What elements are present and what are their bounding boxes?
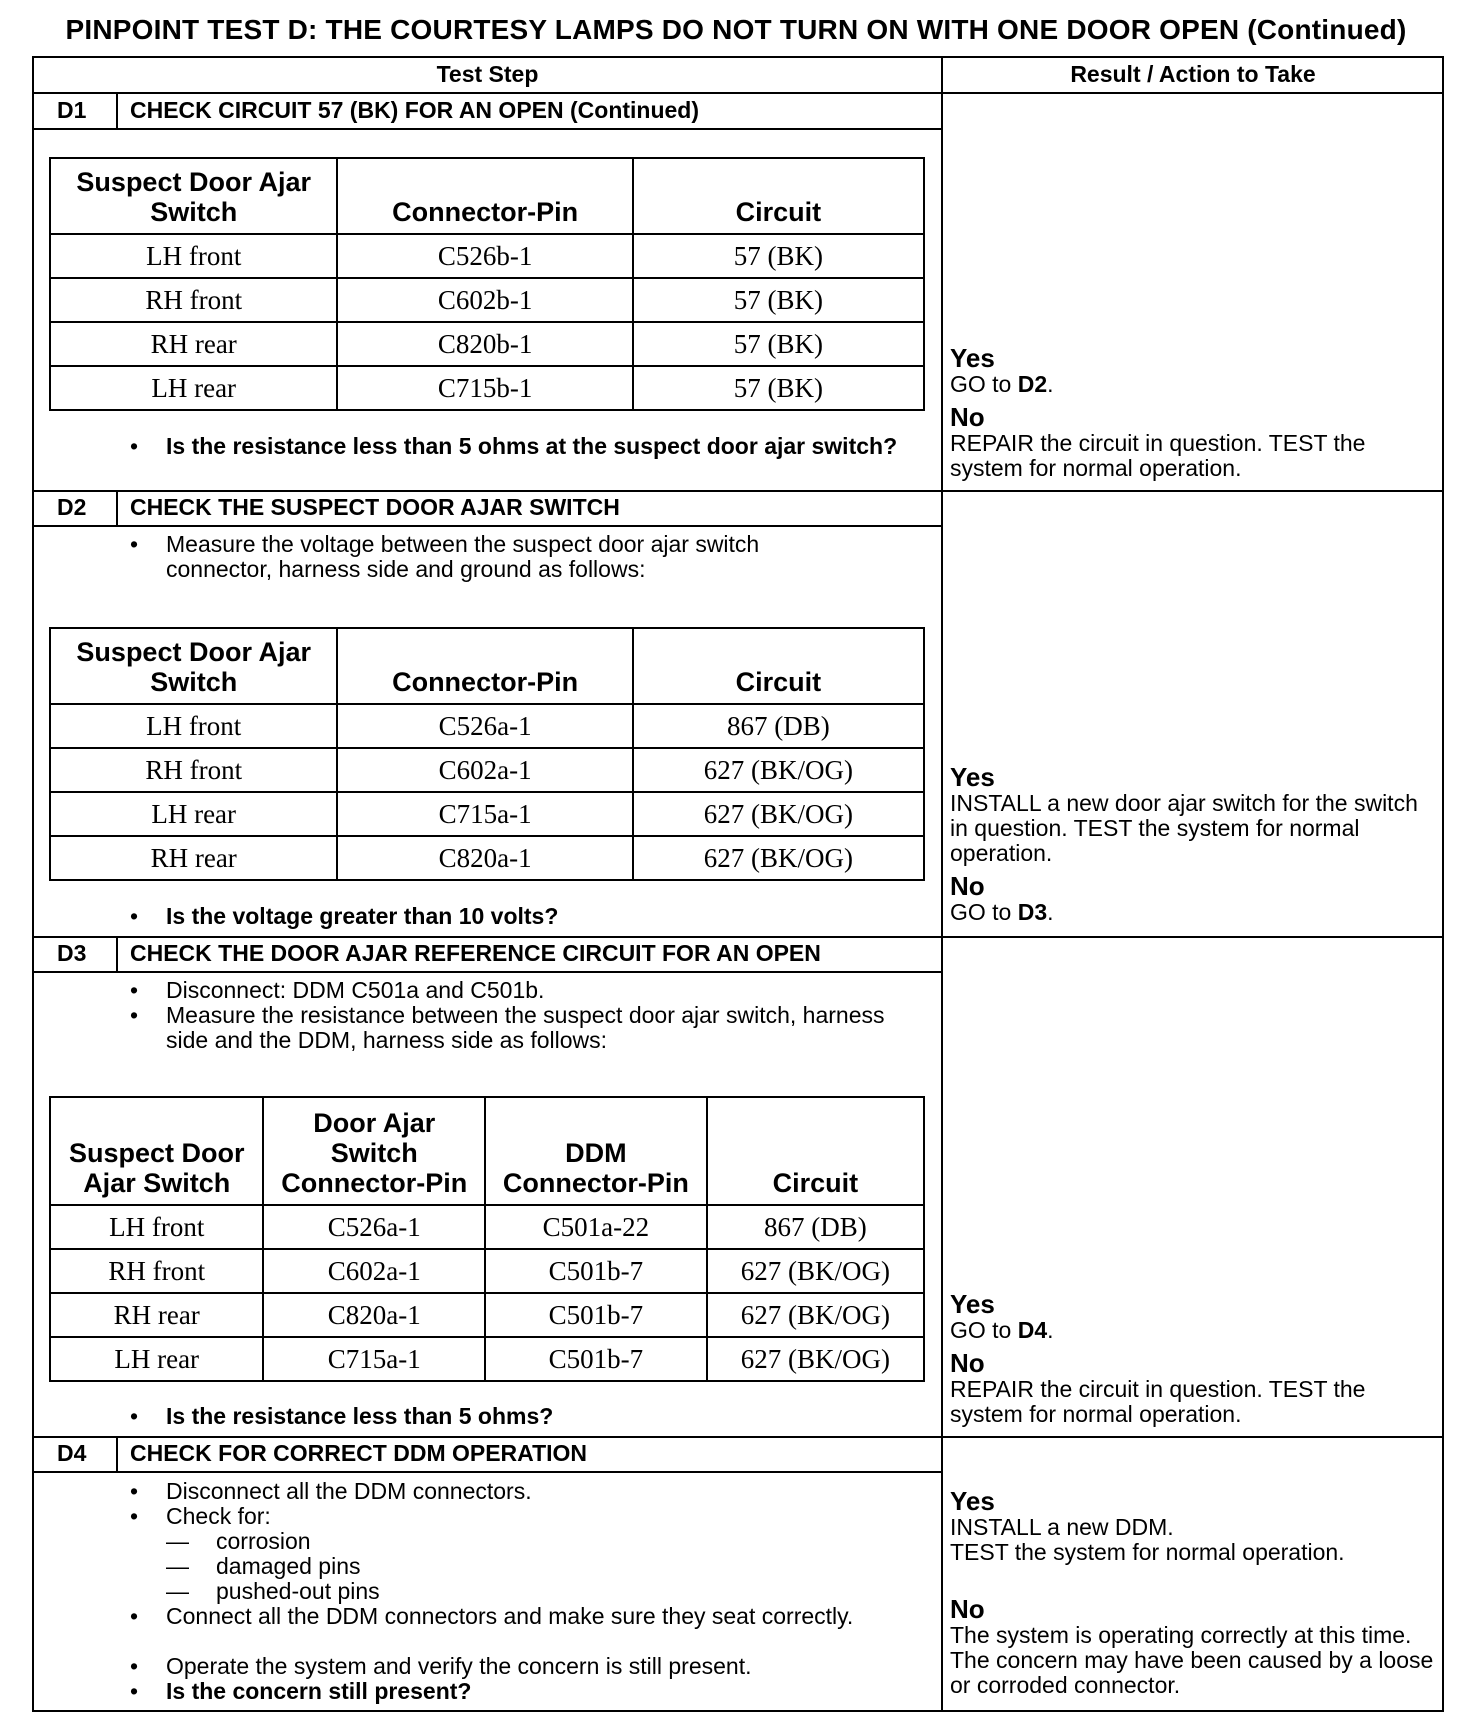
table-cell: LH front	[50, 704, 337, 748]
yes-action: INSTALL a new DDM.	[950, 1514, 1174, 1540]
table-row	[50, 1205, 924, 1249]
table-cell: C715b-1	[337, 366, 632, 410]
table-row	[50, 1249, 924, 1293]
table-cell: 627 (BK/OG)	[633, 836, 924, 880]
dash-icon: —	[166, 1578, 189, 1604]
no-action: REPAIR the circuit in question. TEST the system for normal operation.	[950, 430, 1366, 481]
table-header: Suspect Door Ajar Switch	[50, 158, 337, 234]
yes-action: GO to D4.	[950, 1317, 1054, 1343]
question-text: Is the resistance less than 5 ohms?	[166, 1403, 554, 1429]
check-item-text: pushed-out pins	[216, 1578, 380, 1604]
table-cell: 627 (BK/OG)	[707, 1337, 924, 1381]
step-title-d4: CHECK FOR CORRECT DDM OPERATION	[130, 1440, 588, 1466]
table-cell: C526a-1	[263, 1205, 485, 1249]
bullet-icon: •	[130, 1678, 139, 1704]
d2-info-table	[49, 627, 925, 881]
table-cell: 867 (DB)	[707, 1205, 924, 1249]
table-cell: RH front	[50, 278, 337, 322]
bullet-icon: •	[130, 1478, 139, 1504]
yes-label: Yes	[950, 1486, 995, 1516]
bullet-icon: •	[130, 903, 139, 929]
d4-id-divider	[116, 1437, 118, 1472]
d4-result	[950, 1487, 1440, 1698]
step-divider	[32, 1436, 1444, 1438]
no-action: REPAIR the circuit in question. TEST the system for normal operation.	[950, 1376, 1366, 1427]
table-cell: C501b-7	[485, 1337, 707, 1381]
table-cell: LH front	[50, 1205, 263, 1249]
table-cell: 627 (BK/OG)	[707, 1293, 924, 1337]
table-cell: C715a-1	[337, 792, 632, 836]
no-action: The system is operating correctly at this time. The concern may have been caused by a loose or corroded connector.	[950, 1622, 1434, 1698]
d1-result	[950, 344, 1440, 481]
bullet-icon: •	[130, 1002, 139, 1028]
table-cell: RH rear	[50, 836, 337, 880]
table-cell: 627 (BK/OG)	[707, 1249, 924, 1293]
table-cell: 627 (BK/OG)	[633, 792, 924, 836]
table-row	[50, 366, 924, 410]
table-header: Circuit	[707, 1097, 924, 1205]
table-row	[50, 836, 924, 880]
table-row	[50, 278, 924, 322]
d1-info-table	[49, 157, 925, 411]
table-cell: C602a-1	[337, 748, 632, 792]
table-row	[50, 1337, 924, 1381]
instruction-text: Check for:	[166, 1503, 271, 1529]
table-header: Circuit	[633, 628, 924, 704]
step-title-d3: CHECK THE DOOR AJAR REFERENCE CIRCUIT FOR AN OPEN	[130, 940, 821, 966]
header-test-step: Test Step	[436, 61, 539, 87]
table-header: Door Ajar Switch Connector-Pin	[263, 1097, 485, 1205]
table-cell: C820b-1	[337, 322, 632, 366]
table-cell: 57 (BK)	[633, 366, 924, 410]
d3-result	[950, 1290, 1440, 1427]
yes-label: Yes	[950, 1289, 995, 1319]
step-divider	[32, 490, 1444, 492]
instruction-text: Measure the resistance between the suspect door ajar switch, harness side and the DDM, harness side as follows:	[166, 1002, 885, 1053]
step-divider	[32, 936, 1444, 938]
bullet-icon: •	[130, 1403, 139, 1429]
instruction-text: Operate the system and verify the concern is still present.	[166, 1653, 752, 1679]
table-cell: 867 (DB)	[633, 704, 924, 748]
table-cell: LH front	[50, 234, 337, 278]
dash-icon: —	[166, 1553, 189, 1579]
table-cell: 627 (BK/OG)	[633, 748, 924, 792]
question-text: Is the concern still present?	[166, 1678, 472, 1704]
step-id-d1: D1	[57, 97, 87, 123]
table-cell: C602b-1	[337, 278, 632, 322]
step-id-d2: D2	[57, 494, 87, 520]
d2-id-divider	[116, 491, 118, 526]
table-cell: C526a-1	[337, 704, 632, 748]
table-cell: C602a-1	[263, 1249, 485, 1293]
table-header: Connector-Pin	[337, 628, 632, 704]
d2-result	[950, 763, 1440, 925]
instruction-text: Disconnect: DDM C501a and C501b.	[166, 977, 545, 1003]
column-divider	[941, 56, 943, 1712]
table-header: DDM Connector-Pin	[485, 1097, 707, 1205]
instruction-text: Disconnect all the DDM connectors.	[166, 1478, 532, 1504]
check-item-text: corrosion	[216, 1528, 311, 1554]
table-cell: C501b-7	[485, 1249, 707, 1293]
page-title: PINPOINT TEST D: THE COURTESY LAMPS DO NOT TURN ON WITH ONE DOOR OPEN (Continued)	[65, 14, 1407, 45]
step-id-d3: D3	[57, 940, 87, 966]
table-cell: C820a-1	[263, 1293, 485, 1337]
table-row	[50, 792, 924, 836]
table-header: Circuit	[633, 158, 924, 234]
table-cell: 57 (BK)	[633, 234, 924, 278]
step-id-d4: D4	[57, 1440, 87, 1466]
header-result: Result / Action to Take	[1070, 61, 1316, 87]
d1-id-divider	[116, 94, 118, 129]
table-cell: RH rear	[50, 1293, 263, 1337]
table-cell: 57 (BK)	[633, 322, 924, 366]
bullet-icon: •	[130, 433, 139, 459]
no-label: No	[950, 1594, 985, 1624]
step-reference: D3	[1017, 899, 1048, 925]
instruction-text: Measure the voltage between the suspect door ajar switch connector, harness side and ground as follows:	[166, 531, 760, 582]
no-label: No	[950, 1348, 985, 1378]
no-action: GO to D3.	[950, 899, 1054, 925]
table-cell: LH rear	[50, 792, 337, 836]
table-cell: C526b-1	[337, 234, 632, 278]
table-cell: C501a-22	[485, 1205, 707, 1249]
table-cell: C820a-1	[337, 836, 632, 880]
header-divider	[32, 92, 1444, 94]
table-header: Suspect Door Ajar Switch	[50, 1097, 263, 1205]
step-title-d1: CHECK CIRCUIT 57 (BK) FOR AN OPEN (Continued)	[130, 97, 700, 123]
no-label: No	[950, 871, 985, 901]
step-reference: D2	[1017, 371, 1048, 397]
d3-id-divider	[116, 937, 118, 972]
table-row	[50, 748, 924, 792]
step-title-d2: CHECK THE SUSPECT DOOR AJAR SWITCH	[130, 494, 620, 520]
table-cell: RH front	[50, 1249, 263, 1293]
table-cell: RH front	[50, 748, 337, 792]
yes-label: Yes	[950, 343, 995, 373]
table-row	[50, 322, 924, 366]
yes-label: Yes	[950, 762, 995, 792]
d4-title-underline	[32, 1471, 943, 1473]
dash-icon: —	[166, 1528, 189, 1554]
table-cell: RH rear	[50, 322, 337, 366]
step-reference: D4	[1017, 1317, 1048, 1343]
yes-action: GO to D2.	[950, 371, 1054, 397]
table-header: Connector-Pin	[337, 158, 632, 234]
table-cell: LH rear	[50, 366, 337, 410]
table-cell: C715a-1	[263, 1337, 485, 1381]
d3-info-table	[49, 1096, 925, 1382]
bullet-icon: •	[130, 977, 139, 1003]
question-text: Is the voltage greater than 10 volts?	[166, 903, 559, 929]
d3-title-underline	[32, 971, 943, 973]
bullet-icon: •	[130, 1603, 139, 1629]
table-cell: 57 (BK)	[633, 278, 924, 322]
table-row	[50, 234, 924, 278]
no-label: No	[950, 402, 985, 432]
check-item-text: damaged pins	[216, 1553, 361, 1579]
bullet-icon: •	[130, 1653, 139, 1679]
table-row	[50, 704, 924, 748]
table-cell: C501b-7	[485, 1293, 707, 1337]
table-row	[50, 1293, 924, 1337]
d1-title-underline	[32, 128, 943, 130]
table-header: Suspect Door Ajar Switch	[50, 628, 337, 704]
question-text: Is the resistance less than 5 ohms at the suspect door ajar switch?	[166, 433, 898, 459]
instruction-text: Connect all the DDM connectors and make sure they seat correctly.	[166, 1603, 854, 1629]
bullet-icon: •	[130, 1503, 139, 1529]
table-cell: LH rear	[50, 1337, 263, 1381]
yes-action: INSTALL a new door ajar switch for the switch in question. TEST the system for normal operation.	[950, 790, 1418, 866]
yes-action: TEST the system for normal operation.	[950, 1539, 1345, 1565]
bullet-icon: •	[130, 531, 139, 557]
d2-title-underline	[32, 525, 943, 527]
